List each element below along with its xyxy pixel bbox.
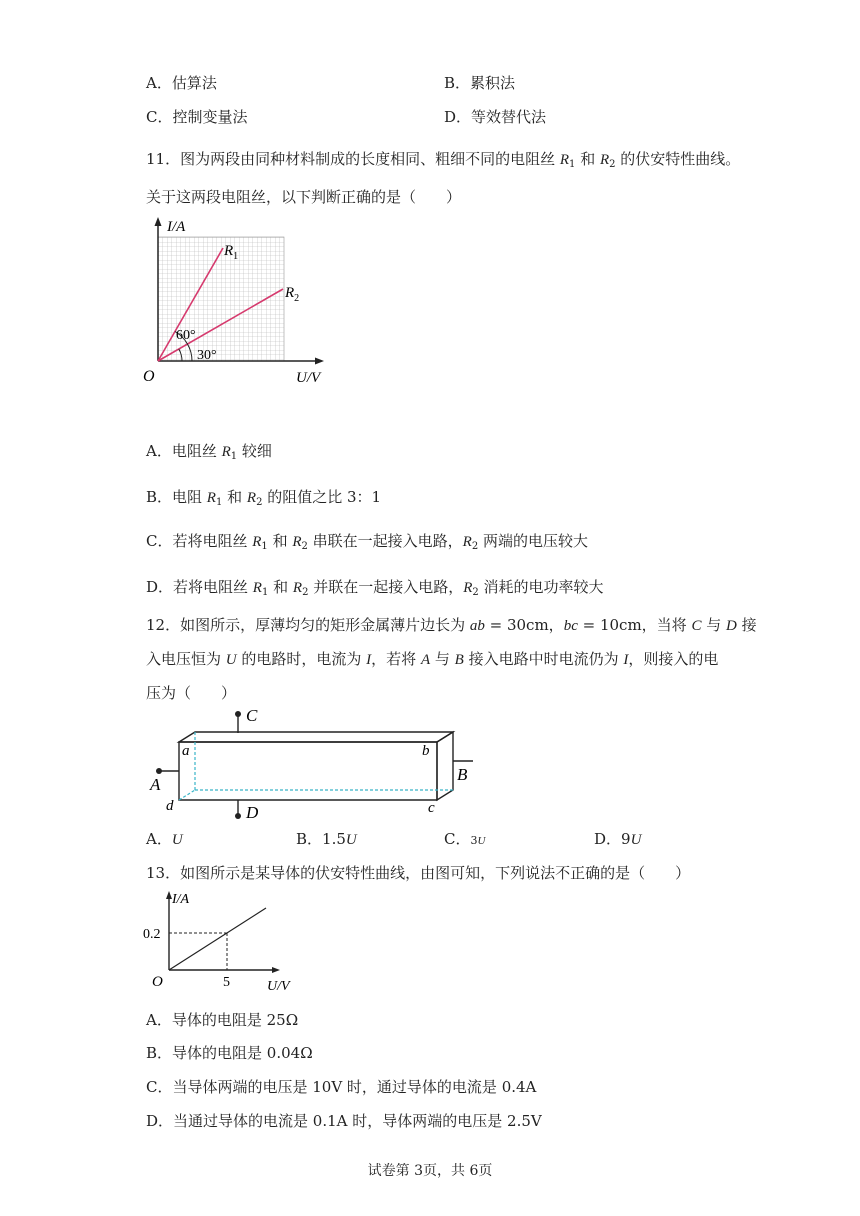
x-tick-label: 5 <box>223 975 230 990</box>
x-axis-label: U/V <box>267 979 290 994</box>
x-axis-arrow <box>272 967 280 973</box>
page-footer: 试卷第 3页，共 6页 <box>367 1163 493 1179</box>
q11-option-c: C．若将电阻丝 $R_1$ 和 $R_2$ 串联在一起接入电路，$R_2$ 两端的电压较大 <box>146 532 588 552</box>
q13-stem: 13．如图所示是某导体的伏安特性曲线，由图可知，下列说法不正确的是（ ） <box>146 864 691 882</box>
q10-option-a: A．估算法 <box>146 74 217 92</box>
q13-option-a: A．导体的电阻是 25Ω <box>146 1011 299 1029</box>
q11-stem-2: 关于这两段电阻丝，以下判断正确的是（ ） <box>146 188 462 206</box>
terminal-a <box>156 768 162 774</box>
q10-option-b: B．累积法 <box>444 74 516 92</box>
q11-stem: 11．图为两段由同种材料制成的长度相同、粗细不同的电阻丝 $R_1$ 和 $R_2$ 的伏安特性曲线。 <box>146 150 741 170</box>
label-b-corner: b <box>422 743 430 759</box>
q12-option-b: B．1.5U <box>296 830 357 848</box>
r2-label: $R_2$ <box>285 285 300 304</box>
q11-iv-graph <box>140 215 340 385</box>
terminal-c <box>235 711 241 717</box>
iv-line <box>169 908 266 970</box>
y-axis-label: I/A <box>172 892 190 907</box>
terminal-d <box>235 813 241 819</box>
q13-iv-graph <box>140 888 310 998</box>
label-d: D <box>246 803 259 822</box>
y-axis-arrow <box>155 217 162 226</box>
q11-option-a: A．电阻丝 $R_1$ 较细 <box>146 442 272 462</box>
origin-label: O <box>143 368 155 385</box>
q12-terminals <box>145 705 468 822</box>
label-a: A <box>150 775 161 794</box>
q10-option-c: C．控制变量法 <box>146 108 248 126</box>
q12-option-c: C．3U <box>444 830 486 848</box>
q13-option-d: D．当通过导体的电流是 0.1A 时，导体两端的电压是 2.5V <box>146 1112 542 1130</box>
r1-label: $R_1$ <box>224 243 239 262</box>
q13-option-c: C．当导体两端的电压是 10V 时，通过导体的电流是 0.4A <box>146 1078 537 1096</box>
q12-option-d: D．9U <box>594 830 642 848</box>
q11-option-d: D．若将电阻丝 $R_1$ 和 $R_2$ 并联在一起接入电路，$R_2$ 消耗的电功率较大 <box>146 578 604 598</box>
q10-option-d: D．等效替代法 <box>444 108 547 126</box>
q11-option-b: B．电阻 $R_1$ 和 $R_2$ 的阻值之比 3：1 <box>146 488 382 508</box>
angle-60-label: 60° <box>176 328 196 343</box>
label-b-terminal: B <box>457 765 468 784</box>
label-a-corner: a <box>182 743 190 759</box>
label-c-corner: c <box>428 800 435 816</box>
q12-stem-2: 入电压恒为 U 的电路时，电流为 I，若将 A 与 B 接入电路中时电流仍为 I，则接入的电 <box>146 650 719 668</box>
label-d-corner: d <box>166 798 174 814</box>
x-axis-label: U/V <box>296 370 321 386</box>
angle-30-label: 30° <box>197 348 217 363</box>
y-tick-label: 0.2 <box>143 927 161 942</box>
x-axis-arrow <box>315 358 324 365</box>
q12-option-a: A．U <box>146 830 183 848</box>
origin-label: O <box>152 974 163 990</box>
q12-stem-3: 压为（ ） <box>146 684 237 702</box>
q12-stem-1: 12．如图所示，厚薄均匀的矩形金属薄片边长为 ab = 30cm，bc = 10cm，当将 C 与 D 接 <box>146 616 757 634</box>
q13-option-b: B．导体的电阻是 0.04Ω <box>146 1044 313 1062</box>
y-axis-label: I/A <box>167 219 186 235</box>
label-c: C <box>246 706 258 725</box>
